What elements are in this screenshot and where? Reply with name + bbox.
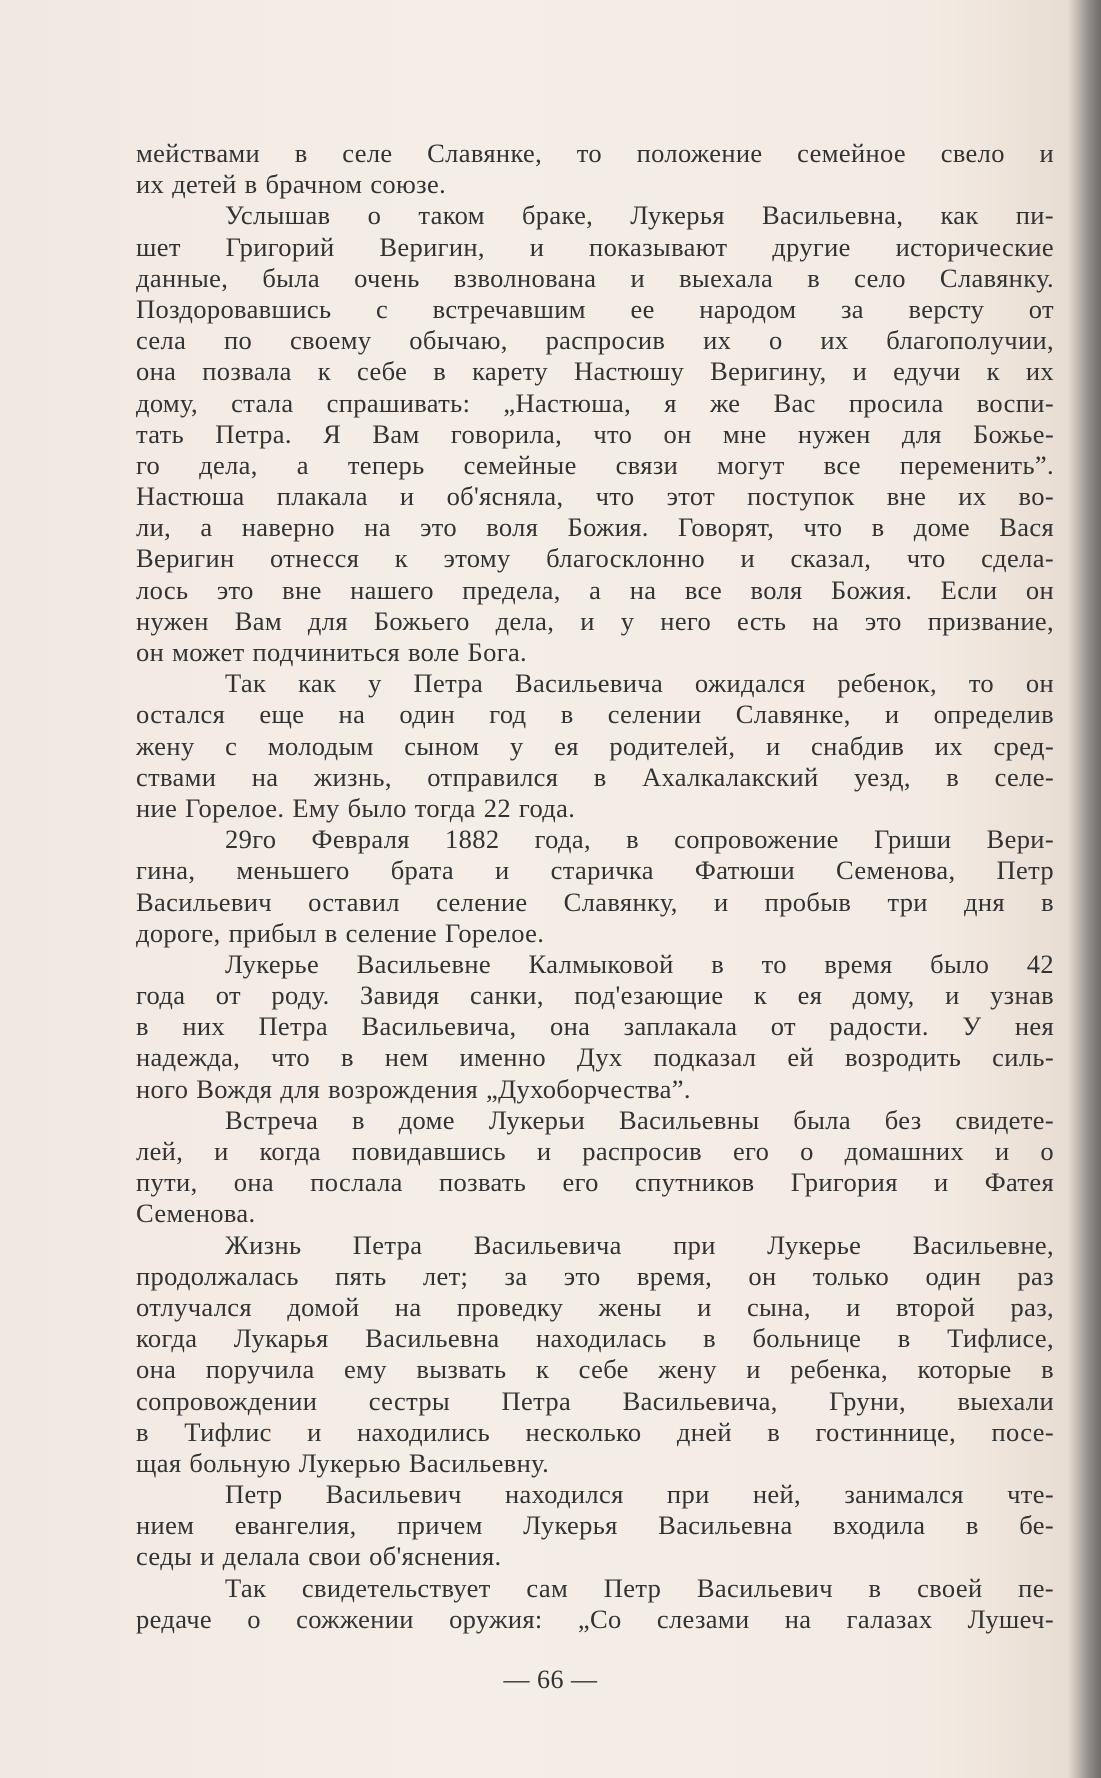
text-line: она поручила ему вызвать к себе жену и ребенка, которые в: [136, 1354, 1054, 1385]
text-line: Так как у Петра Васильевича ожидался ребенок, то он: [225, 668, 1054, 699]
text-line: ствами на жизнь, отправился в Ахалкалакский уезд, в селе-: [136, 761, 1054, 792]
page-number: — 66 —: [503, 1665, 598, 1694]
text-line: остался еще на один год в селении Славянке, и определив: [136, 699, 1054, 730]
text-line: ние Горелое. Ему было тогда 22 года.: [136, 792, 576, 823]
text-line: ли, а наверно на это воля Божия. Говорят, что в доме Вася: [136, 512, 1054, 543]
text-line: Лукерье Васильевне Калмыковой в то время было 42: [225, 948, 1054, 979]
text-line: Васильевич оставил селение Славянку, и пробыв три дня в: [136, 886, 1054, 917]
text-line: щая больную Лукерью Васильевну.: [136, 1447, 550, 1478]
text-line: сопровождении сестры Петра Васильевича, Груни, выехали: [136, 1385, 1054, 1416]
text-line: Настюша плакала и об'ясняла, что этот поступок вне их во-: [136, 481, 1054, 512]
text-line: она позвала к себе в карету Настюшу Веригину, и едучи к их: [136, 356, 1054, 387]
text-line: Петр Васильевич находился при ней, занимался чте-: [225, 1479, 1054, 1510]
text-line: шет Григорий Веригин, и показывают другие исторические: [136, 231, 1054, 262]
text-line: данные, была очень взволнована и выехала в село Славянку.: [136, 262, 1054, 293]
text-line: в них Петра Васильевича, она заплакала от радости. У нея: [136, 1011, 1054, 1042]
text-line: жену с молодым сыном у ея родителей, и снабдив их сред-: [136, 730, 1054, 761]
text-line: нием евангелия, причем Лукерья Васильевна входила в бе-: [136, 1510, 1054, 1541]
text-line: надежда, что в нем именно Дух подказал ей возродить силь-: [136, 1042, 1054, 1073]
text-line: Жизнь Петра Васильевича при Лукерье Васильевне,: [225, 1229, 1054, 1260]
text-line: он может подчиниться воле Бога.: [136, 637, 528, 667]
text-line: Веригин отнесся к этому благосклонно и сказал, что сдела-: [136, 543, 1054, 574]
text-line: го дела, а теперь семейные связи могут все переменить”.: [136, 449, 1054, 480]
text-line: дороге, прибыл в селение Горелое.: [136, 917, 545, 948]
text-line: отлучался домой на проведку жены и сына, и второй раз,: [136, 1291, 1054, 1322]
text-line: года от роду. Завидя санки, под'езающие к ея дому, и узнав: [136, 980, 1054, 1011]
text-line: гина, меньшего брата и старичка Фатюши Семенова, Петр: [136, 855, 1054, 886]
text-line: села по своему обычаю, распросив их о их благополучии,: [136, 325, 1054, 356]
text-line: когда Лукарья Васильевна находилась в больнице в Тифлисе,: [136, 1323, 1054, 1354]
text-line: тать Петра. Я Вам говорила, что он мне нужен для Божье-: [136, 418, 1054, 449]
text-line: ного Вождя для возрождения „Духоборчества”.: [136, 1073, 691, 1104]
text-line: лось это вне нашего предела, а на все воля Божия. Если он: [136, 574, 1054, 605]
text-line: редаче о сожжении оружия: „Со слезами на галазах Лушеч-: [136, 1603, 1054, 1634]
text-line: нужен Вам для Божьего дела, и у него есть на это призвание,: [136, 605, 1054, 636]
text-line: Семенова.: [136, 1198, 256, 1229]
text-line: Встреча в доме Лукерьи Васильевны была без свидете-: [225, 1104, 1054, 1135]
text-line: дому, стала спрашивать: „Настюша, я же Вас просила воспи-: [136, 387, 1054, 418]
text-line: 29го Февраля 1882 года, в сопровожение Гриши Вери-: [225, 824, 1054, 855]
text-line: седы и делала свои об'яснения.: [136, 1541, 502, 1572]
text-line: мействами в селе Славянке, то положение семейное свело и: [136, 138, 1054, 168]
text-line: пути, она послала позвать его спутников Григория и Фатея: [136, 1167, 1054, 1198]
text-line: их детей в брачном союзе.: [136, 169, 447, 200]
text-line: в Тифлис и находились несколько дней в гостиннице, посе-: [136, 1416, 1054, 1447]
body-text: [136, 138, 1054, 1635]
text-line: лей, и когда повидавшись и распросив его о домашних и о: [136, 1136, 1054, 1166]
text-line: Поздоровавшись с встречавшим ее народом за версту от: [136, 293, 1054, 324]
text-line: Услышав о таком браке, Лукерья Васильевна, как пи-: [225, 200, 1054, 231]
text-line: Так свидетельствует сам Петр Васильевич в своей пе-: [225, 1572, 1054, 1603]
text-line: продолжалась пять лет; за это время, он только один раз: [136, 1260, 1054, 1291]
